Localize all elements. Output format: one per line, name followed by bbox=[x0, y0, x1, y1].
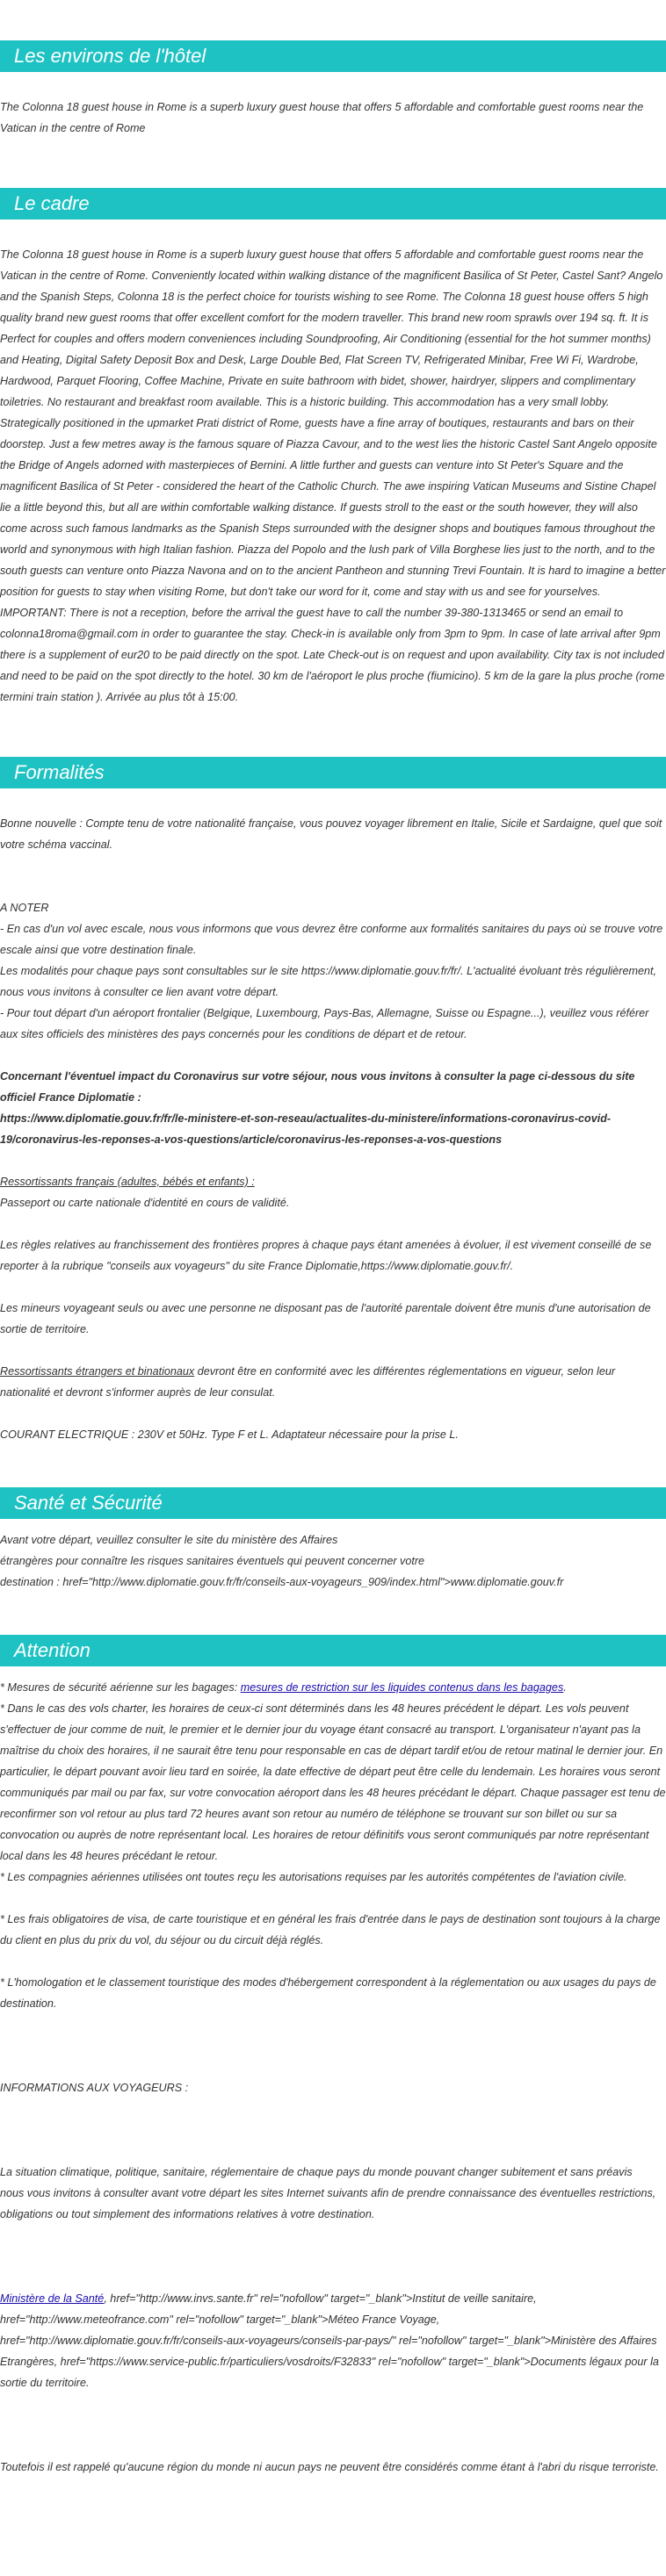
ressortissants-fr-text: Passeport ou carte nationale d'identité en cours de validité. bbox=[0, 1197, 290, 1209]
regles-text: Les règles relatives au franchissement des frontières propres à chaque pays étant amenées à évoluer, il est vivement conseillé de se reporter à la rubrique "conseils aux voyageurs" du site France Diplomatie,https://www.diplomatie.gouv.fr/. bbox=[0, 1239, 652, 1272]
terrorisme-text: Toutefois il est rappelé qu'aucune région du monde ni aucun pays ne peuvent être considérés comme étant à l'abri du risque terroriste. bbox=[0, 2461, 659, 2473]
mesures-text bbox=[0, 1677, 666, 1698]
environs-text: The Colonna 18 guest house in Rome is a superb luxury guest house that offers 5 affordable and comfortable guest rooms near the Vatican in the centre of Rome bbox=[0, 101, 644, 134]
a-noter-title: A NOTER bbox=[0, 902, 49, 914]
frais-text: * Les frais obligatoires de visa, de carte touristique et en général les frais d'entrée dans le pays de destination sont toujours à la charge du client en plus du prix du vol, du séjour ou du circuit déjà réglés. bbox=[0, 1913, 661, 1946]
a-noter-text: - En cas d'un vol avec escale, nous vous informons que vous devrez être conforme aux formalités sanitaires du pays où se trouve votre escale ainsi que votre destination finale. Les modalités pour chaque pays sont consultables sur le site https://www.diplomatie.gouv.fr/fr/. L'actualité évoluant très régulièrement, nous vous invitons à consulter ce lien avant votre départ. - Pour tout départ d'un aéroport frontalier (Belgique, Luxembourg, Pays-Bas, Allemagne, Suisse ou Espagne...), veuillez vous référer aux sites officiels des ministères des pays concernés pour les conditions de départ et de retour. bbox=[0, 923, 663, 1040]
covid-notice: Concernant l'éventuel impact du Coronavirus sur votre séjour, nous vous invitons à consulter la page ci-dessous du site officiel France Diplomatie : https://www.diplomatie.gouv.fr/fr/le-ministere-et-son-reseau/actualites-du-ministere/informations-coronavirus-covid-19/coronavirus-les-reponses-a-vos-questions/article/coronavirus-les-reponses-a-vos-questions bbox=[0, 1070, 635, 1146]
ressortissants-etr-text: devront être en conformité avec les différentes réglementations en vigueur, selon leur nationalité et devront s'informer auprès de leur consulat. bbox=[0, 1365, 616, 1399]
infos-voyageurs-title: INFORMATIONS AUX VOYAGEURS : bbox=[0, 2082, 189, 2094]
ministere-sante-link[interactable]: Ministère de la Santé bbox=[0, 2292, 105, 2305]
section-title-formalites: Formalités bbox=[0, 757, 666, 788]
courant-text: COURANT ELECTRIQUE : 230V et 50Hz. Type F et L. Adaptateur nécessaire pour la prise L. bbox=[0, 1428, 459, 1441]
section-title-cadre: Le cadre bbox=[0, 188, 666, 219]
mesures-prefix: * Mesures de sécurité aérienne sur les bagages: bbox=[0, 1681, 241, 1694]
ressortissants-etr bbox=[0, 1361, 666, 1403]
section-title-sante: Santé et Sécurité bbox=[0, 1487, 666, 1519]
ministere-paragraph bbox=[0, 2288, 666, 2393]
cadre-text: The Colonna 18 guest house in Rome is a superb luxury guest house that offers 5 affordable and comfortable guest rooms near the Vatican in the centre of Rome. Conveniently located within walking distance of the magnificent Basilica of St Peter, Castel Sant? Angelo and the Spanish Steps, Colonna 18 is the perfect choice for tourists wishing to see Rome. The Colonna 18 guest house offers 5 high quality brand new guest rooms that offer excellent comfort for the modern traveller. This brand new room sprawls over 194 sq. ft. It is Perfect for couples and offers modern conveniences including Soundproofing, Air Conditioning (essential for the hot summer months) and Heating, Digital Safety Deposit Box and Desk, Large Double Bed, Flat Screen TV, Refrigerated Minibar, Free Wi Fi, Wardrobe, Hardwood, Parquet Flooring, Coffee Machine, Private en suite bathroom with bidet, shower, hairdryer, slippers and complimentary toiletries. No restaurant and breakfast room available. This is a historic building. This accommodation has a very small lobby. Strategically positioned in the upmarket Prati district of Rome, guests have a fine array of boutiques, restaurants and bars on their doorstep. Just a few metres away is the famous square of Piazza Cavour, and to the west lies the historic Castel Sant Angelo opposite the Bridge of Angels adorned with masterpieces of Bernini. A little further and guests can venture into St Peter's Square and the magnificent Basilica of St Peter - considered the heart of the Catholic Church. The awe inspiring Vatican Museums and Sistine Chapel lie a little beyond this, but all are within comfortable walking distance. If guests stroll to the east or the south however, they will also come across such famous landmarks as the Spanish Steps surrounded with the designer shops and boutiques famous throughout the world and synonymous with high Italian fashion. Piazza del Popolo and the lush park of Villa Borghese lies just to the north, and to the south guests can venture onto Piazza Navona and on to the ancient Pantheon and stunning Trevi Fountain. It is hard to imagine a better position for guests to stay when visiting Rome, but don't take our word for it, come and stay with us and see for yourselves. IMPORTANT: There is not a reception, before the arrival the guest have to call the number 39-380-1313465 or send an email to colonna18roma@gmail.com in order to guarantee the stay. Check-in is available only from 3pm to 9pm. In case of late arrival after 9pm there is a supplement of eur20 to be paid directly on the spot. Late Check-out is on request and upon availability. City tax is not included and need to be paid on the spot directly to the hotel. 30 km de l'aéroport le plus proche (fiumicino). 5 km de la gare la plus proche (rome termini train station ). Arrivée au plus tôt à 15:00. bbox=[0, 248, 666, 703]
formalites-intro: Bonne nouvelle : Compte tenu de votre nationalité française, vous pouvez voyager librement en Italie, Sicile et Sardaigne, quel que soit votre schéma vaccinal. bbox=[0, 817, 662, 851]
ministere-text: , href="http://www.invs.sante.fr" rel="nofollow" target="_blank">Institut de veille sanitaire, href="http://www.meteofrance.com" rel="nofollow" target="_blank">Méteo France Voyage, href="http://www.diplomatie.gouv.fr/fr/conseils-aux-voyageurs/conseils-par-pays/" rel="nofollow" target="_blank">Ministère des Affaires Etrangères, href="https://www.service-public.fr/particuliers/vosdroits/F32833" rel="nofollow" target="_blank">Documents légaux pour la sortie du territoire. bbox=[0, 2292, 659, 2389]
mineurs-text: Les mineurs voyageant seuls ou avec une personne ne disposant pas de l'autorité parentale doivent être munis d'une autorisation de sortie de territoire. bbox=[0, 1302, 651, 1335]
mesures-link[interactable]: mesures de restriction sur les liquides contenus dans les bagages bbox=[240, 1681, 564, 1694]
section-title-attention: Attention bbox=[0, 1635, 666, 1666]
homologation-text: * L'homologation et le classement touristique des modes d'hébergement correspondent à la réglementation ou aux usages du pays de destination. bbox=[0, 1976, 656, 2010]
situation-text: La situation climatique, politique, sanitaire, réglementaire de chaque pays du monde pouvant changer subitement et sans préavis nous vous invitons à consulter avant votre départ les sites Internet suivants afin de prendre connaissance des éventuelles restrictions, obligations ou tout simplement des informations relatives à votre destination. bbox=[0, 2166, 656, 2220]
horaires-text: * Dans le cas des vols charter, les horaires de ceux-ci sont déterminés dans les 48 heures précédent le départ. Les vols peuvent s'effectuer de jour comme de nuit, le premier et le dernier jour du voyage étant consacré au transport. L'organisateur n'ayant pas la maîtrise du choix des horaires, il ne saurait être tenu pour responsable en cas de départ tardif et/ou de retour matinal le dernier jour. En particulier, le départ pouvant avoir lieu tard en soirée, la date effective de départ peut être celle du lendemain. Les horaires vous seront communiqués par mail ou par fax, sur votre convocation aéroport dans les 48 heures précédant le départ. Chaque passager est tenu de reconfirmer son vol retour au plus tard 72 heures avant son retour au numéro de téléphone se trouvant sur son billet ou sur sa convocation ou auprès de notre représentant local. Les horaires de retour définitifs vous seront communiqués par notre représentant local dans les 48 heures précédant le retour. * Les compagnies aériennes utilisées ont toutes reçu les autorisations requises par les autorités compétentes de l'aviation civile. bbox=[0, 1702, 666, 1883]
ressortissants-fr-title: Ressortissants français (adultes, bébés et enfants) : bbox=[0, 1176, 255, 1188]
sante-text: Avant votre départ, veuillez consulter le site du ministère des Affaires étrangères pour connaître les risques sanitaires éventuels qui peuvent concerner votre destination : href="http://www.diplomatie.gouv.fr/fr/conseils-aux-voyageurs_909/index.html">www.diplomatie.gouv.fr bbox=[0, 1534, 564, 1588]
mesures-suffix: . bbox=[563, 1681, 567, 1694]
ressortissants-etr-title: Ressortissants étrangers et binationaux bbox=[0, 1365, 195, 1378]
section-title-environs: Les environs de l'hôtel bbox=[0, 40, 666, 72]
